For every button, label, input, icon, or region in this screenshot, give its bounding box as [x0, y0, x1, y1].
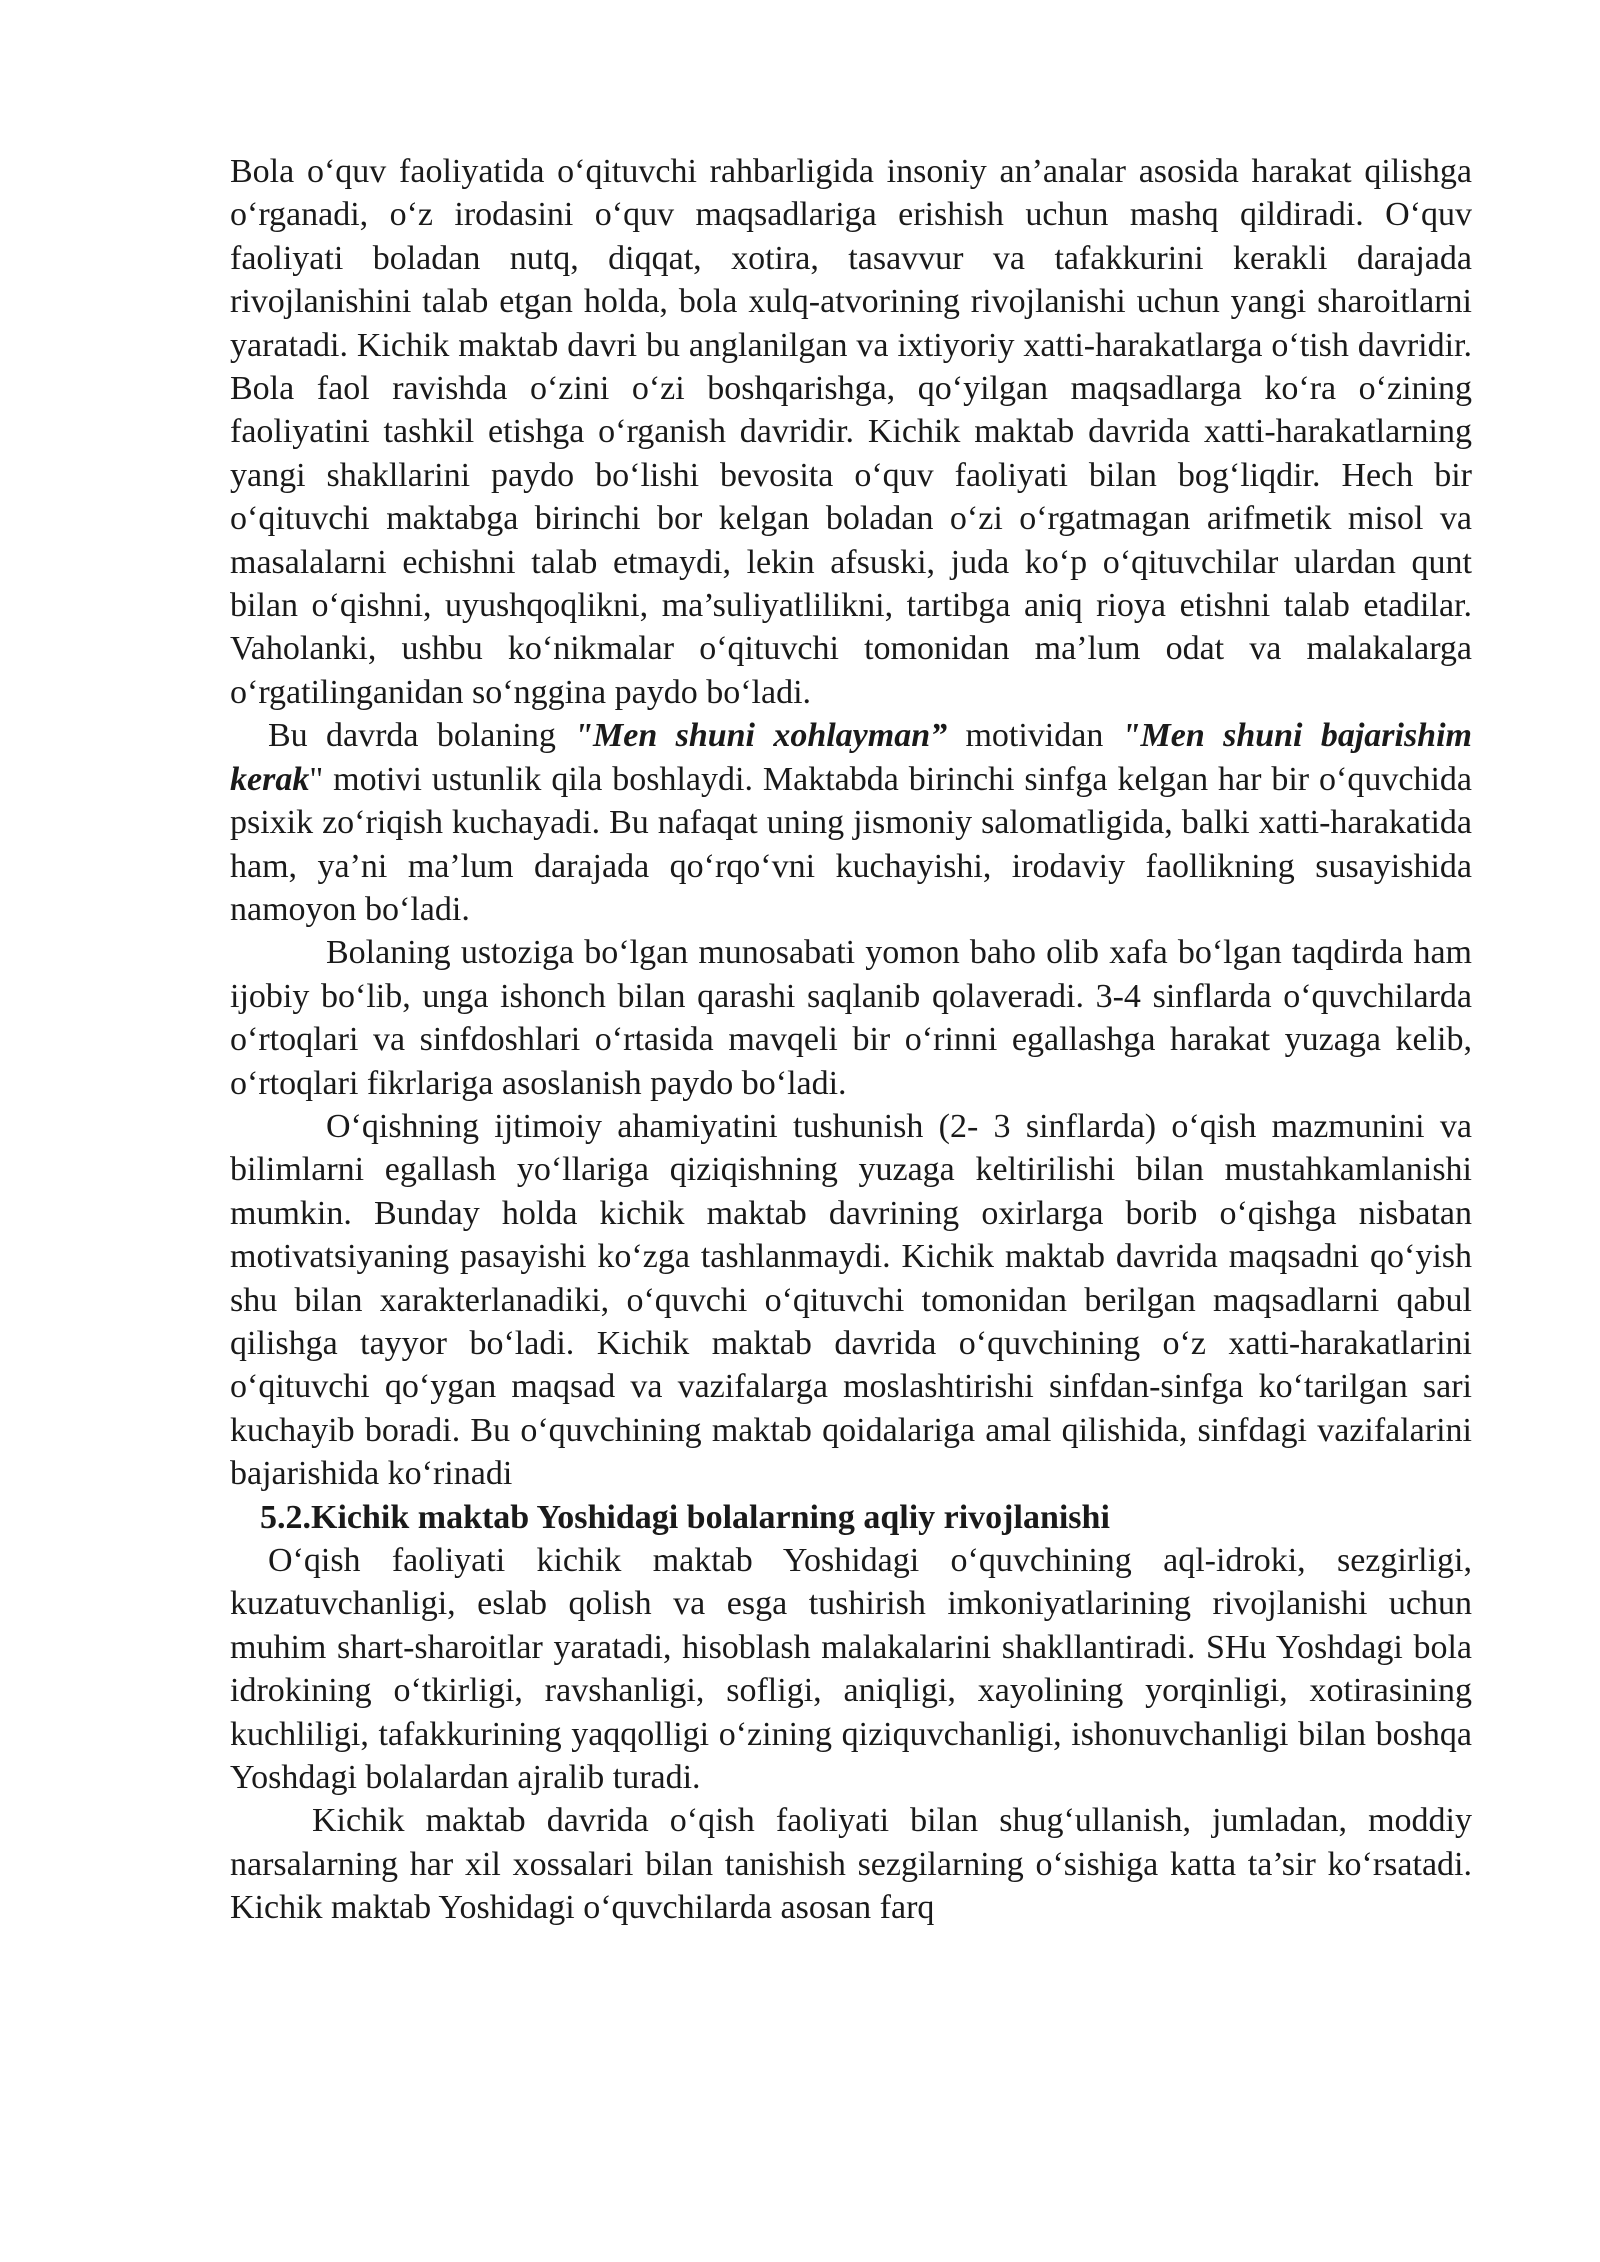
paragraph-2-start: Bu davrda bolaning	[268, 717, 575, 755]
paragraph-5: O‘qish faoliyati kichik maktab Yoshidagi o‘quvchining aql-idroki, sezgirligi, kuzatuvchanligi, eslab qolish va esga tushirish imkoniyatlarining rivojlanishi uchun muhim shart-sharoitlar yaratadi, hisoblash malakalarini shakllantiradi. SHu Yoshdagi bola idrokining o‘tkirligi, ravshanligi, sofligi, aniqligi, xayolining yorqinligi, xotirasining kuchliligi, tafakkurining yaqqolligi o‘zining qiziquvchanligi, ishonuvchanligi bilan boshqa Yoshdagi bolalardan ajralib turadi.	[230, 1542, 1472, 1797]
paragraph-2-rest: " motivi ustunlik qila boshlaydi. Maktabda birinchi sinfga kelgan har bir o‘quvchida psixik zo‘riqish kuchayadi. Bu nafaqat uning jismoniy salomatligida, balki xatti-harakatida ham, ya’ni ma’lum darajada qo‘rqo‘vni kuchayishi, irodaviy faollikning susayishida namoyon bo‘ladi.	[230, 760, 1472, 928]
paragraph-6: Kichik maktab davrida o‘qish faoliyati bilan shug‘ullanish, jumladan, moddiy narsalarning har xil xossalari bilan tanishish sezgilarning o‘sishiga katta ta’sir ko‘rsatadi. Kichik maktab Yoshidagi o‘quvchilarda asosan farq	[230, 1802, 1472, 1927]
paragraph-2-mid: motividan	[947, 717, 1122, 755]
section-heading: 5.2.Kichik maktab Yoshidagi bolalarning aqliy rivojlanishi	[260, 1498, 1110, 1536]
emphasis-want-motive: "Men shuni xohlayman”	[574, 717, 948, 755]
paragraph-4: O‘qishning ijtimoiy ahamiyatini tushunish (2- 3 sinflarda) o‘qish mazmunini va bilimlarni egallash yo‘llariga qiziqishning yuzaga keltirilishi bilan mustahkamlanishi mumkin. Bunday holda kichik maktab davrining oxirlarga borib o‘qishga nisbatan motivatsiyaning pasayishi ko‘zga tashlanmaydi. Kichik maktab davrida maqsadni qo‘yish shu bilan xarakterlanadiki, o‘quvchi o‘qituvchi tomonidan berilgan maqsadlarni qabul qilishga tayyor bo‘ladi. Kichik maktab davrida o‘quvchining o‘z xatti-harakatlarini o‘qituvchi qo‘ygan maqsad va vazifalarga moslashtirishi sinfdan-sinfga ko‘tarilgan sari kuchayib boradi. Bu o‘quvchining maktab qoidalariga amal qilishida, sinfdagi vazifalarini bajarishida ko‘rinadi	[230, 1107, 1472, 1493]
document-page	[230, 150, 1472, 1930]
paragraph-2	[230, 714, 1472, 931]
emphasis-must-motive: "Men shuni bajarishim kerak	[230, 717, 1472, 798]
paragraph-1: Bola o‘quv faoliyatida o‘qituvchi rahbarligida insoniy an’analar asosida harakat qilishga o‘rganadi, o‘z irodasini o‘quv maqsadlariga erishish uchun mashq qildiradi. O‘quv faoliyati boladan nutq, diqqat, xotira, tasavvur va tafakkurini kerakli darajada rivojlanishini talab etgan holda, bola xulq-atvorining rivojlanishi uchun yangi sharoitlarni yaratadi. Kichik maktab davri bu anglanilgan va ixtiyoriy xatti-harakatlarga o‘tish davridir. Bola faol ravishda o‘zini o‘zi boshqarishga, qo‘yilgan maqsadlarga ko‘ra o‘zining faoliyatini tashkil etishga o‘rganish davridir. Kichik maktab davrida xatti-harakatlarning yangi shakllarini paydo bo‘lishi bevosita o‘quv faoliyati bilan bog‘liqdir. Hech bir o‘qituvchi maktabga birinchi bor kelgan boladan o‘zi o‘rgatmagan arifmetik misol va masalalarni echishni talab etmaydi, lekin afsuski, juda ko‘p o‘qituvchilar ulardan qunt bilan o‘qishni, uyushqoqlikni, ma’suliyatlilikni, tartibga aniq rioya etishni talab etadilar. Vaholanki, ushbu ko‘nikmalar o‘qituvchi tomonidan ma’lum odat va malakalarga o‘rgatilinganidan so‘nggina paydo bo‘ladi.	[230, 153, 1472, 711]
paragraph-3: Bolaning ustoziga bo‘lgan munosabati yomon baho olib xafa bo‘lgan taqdirda ham ijobiy bo‘lib, unga ishonch bilan qarashi saqlanib qolaveradi. 3-4 sinflarda o‘quvchilarda o‘rtoqlari va sinfdoshlari o‘rtasida mavqeli bir o‘rinni egallashga harakat yuzaga kelib, o‘rtoqlari fikrlariga asoslanish paydo bo‘ladi.	[230, 934, 1472, 1102]
